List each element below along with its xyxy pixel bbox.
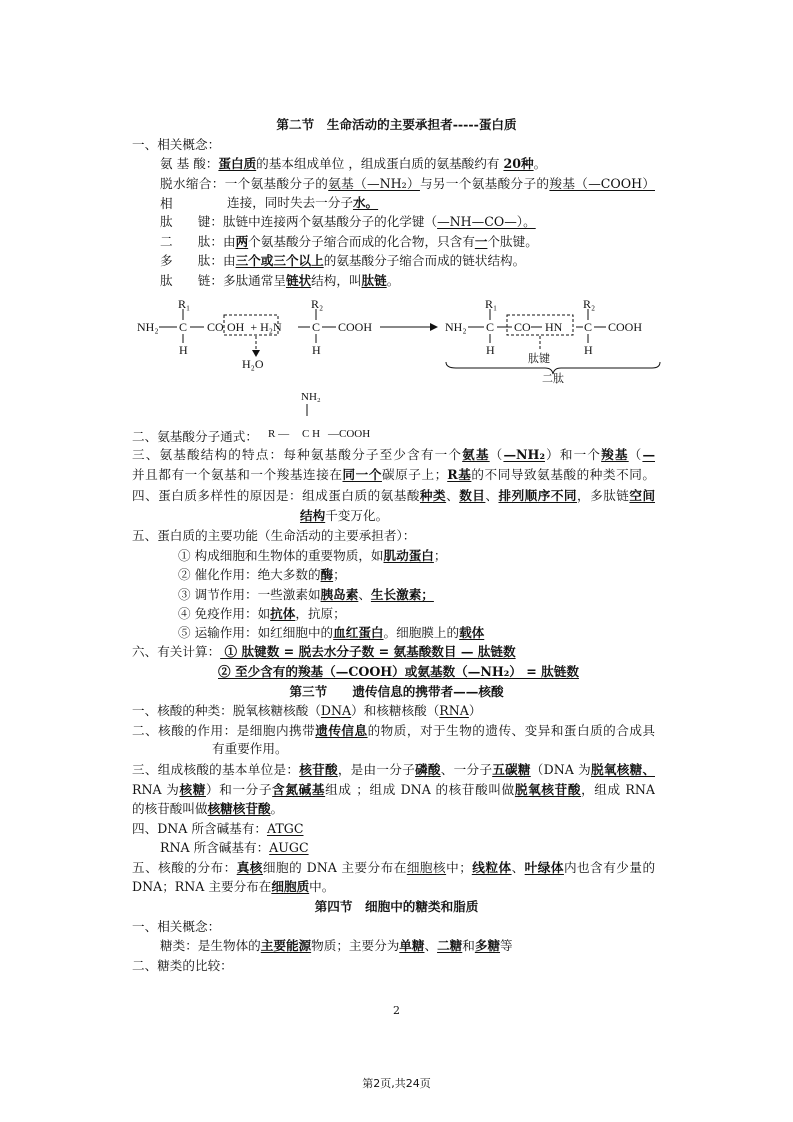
text-segment: 的核苷酸叫做 xyxy=(132,801,208,816)
carbon-label: C xyxy=(179,320,188,334)
text-segment: 、 xyxy=(485,488,499,503)
emphasized-term: 血红蛋白 xyxy=(333,625,384,640)
text-segment: 一、相关概念： xyxy=(132,137,221,152)
emphasized-term: — xyxy=(642,447,655,462)
text-segment: 五、蛋白质的主要功能（生命活动的主要承担者）： xyxy=(132,528,416,543)
list-item xyxy=(178,623,484,643)
cooh-label: COOH xyxy=(338,320,373,334)
emphasized-term: —NH₂ xyxy=(503,447,545,462)
hydrogen-label: H xyxy=(179,343,188,357)
list-item xyxy=(178,546,446,566)
text-segment: ）和一分子 xyxy=(205,782,273,797)
text-segment: 五、核酸的分布： xyxy=(132,860,237,875)
emphasized-term: 含氮碱基 xyxy=(272,782,326,797)
emphasized-term: 叶绿体 xyxy=(524,860,564,875)
text-segment: 个氨基酸分子缩合而成的化合物，只含有 xyxy=(248,234,475,249)
emphasized-term: ① 肽键数 = 脱去水分子数 = 氨基酸数目 — 肽链数 xyxy=(220,644,516,659)
text-segment: 四、DNA 所含碱基有： xyxy=(132,821,267,836)
text-segment: 脱水缩合：一个氨基酸分子的 xyxy=(160,176,329,191)
text-segment: 第四节 细胞中的糖类和脂质 xyxy=(314,899,479,914)
page-number: 2 xyxy=(393,1004,400,1017)
emphasized-term: 抗体 xyxy=(270,606,296,621)
text-segment: 四、蛋白质多样性的原因是：组成蛋白质的氨基酸 xyxy=(132,488,420,503)
carbon-label: C xyxy=(486,320,495,334)
text-segment: ⑤ 运输作用：如红细胞中的 xyxy=(178,625,334,640)
emphasized-term: 细胞核 xyxy=(406,860,447,875)
text-segment: 的不同导致氨基酸的种类不同。 xyxy=(471,467,655,482)
text-line xyxy=(132,760,655,780)
text-segment: ① 构成细胞和生物体的重要物质，如 xyxy=(178,548,384,563)
dipeptide-label: 二肽 xyxy=(542,373,564,385)
emphasized-term: 磷酸 xyxy=(415,762,441,777)
text-line xyxy=(132,917,220,937)
hydrogen-label: H xyxy=(486,343,495,357)
text-segment: ④ 免疫作用：如 xyxy=(178,606,271,621)
text-segment: 。细胞膜上的 xyxy=(383,625,460,640)
text-segment: 内也含有少量的 xyxy=(563,860,655,875)
text-segment: ）和核糖核酸（ xyxy=(351,703,440,718)
text-segment: 一、核酸的种类：脱氧核糖核酸（ xyxy=(132,703,321,718)
carbon-label: C xyxy=(312,320,321,334)
text-segment: 、 xyxy=(358,587,371,602)
text-segment: （ xyxy=(489,447,504,462)
emphasized-term: 脱氧核苷酸 xyxy=(514,782,582,797)
text-segment: ； xyxy=(333,567,346,582)
emphasized-term: R基 xyxy=(447,467,472,482)
text-segment: 二、核酸的作用：是细胞内携带 xyxy=(132,723,316,738)
text-segment: 氨 基 酸： xyxy=(160,156,219,171)
text-segment: 三、组成核酸的基本单位是： xyxy=(132,762,300,777)
text-line xyxy=(132,465,655,485)
text-segment: ； xyxy=(433,548,447,563)
emphasized-term: 二糖 xyxy=(437,938,463,953)
text-segment: 二、糖类的比较： xyxy=(132,958,233,973)
text-segment: 细胞的 DNA 主要分布在 xyxy=(262,860,407,875)
text-line xyxy=(132,956,233,976)
text-segment: ） xyxy=(468,703,482,718)
list-item xyxy=(178,565,346,585)
emphasized-term: 数目 xyxy=(459,488,486,503)
emphasized-term: —NH—CO—）。 xyxy=(437,214,536,229)
text-line xyxy=(132,701,481,721)
emphasized-term: RNA xyxy=(439,703,469,718)
text-segment: 糖类：是生物体的 xyxy=(160,938,261,953)
emphasized-term: 20种 xyxy=(503,156,534,171)
text-segment: 碳原子上； xyxy=(381,467,448,482)
emphasized-term: 单糖 xyxy=(399,938,425,953)
list-item xyxy=(178,585,434,605)
emphasized-term: 多糖 xyxy=(474,938,501,953)
emphasized-term: 核苷酸 xyxy=(299,762,338,777)
text-segment: ）和一个 xyxy=(544,447,602,462)
hn-label: HN xyxy=(545,320,563,334)
text-line xyxy=(132,445,655,465)
page-footer: 第2页,共24页 xyxy=(362,1077,431,1090)
r2-label: R₂ xyxy=(583,297,596,311)
text-segment: ② 催化作用：绝大多数的 xyxy=(178,567,321,582)
text-segment: 物质；主要分为 xyxy=(311,938,400,953)
text-segment: 和 xyxy=(462,938,475,953)
text-segment: RNA 所含碱基有： xyxy=(160,840,270,855)
emphasized-term: 空间 xyxy=(629,488,655,503)
carbon-label: C xyxy=(584,320,593,334)
emphasized-term: DNA xyxy=(320,703,352,718)
text-segment: 、 xyxy=(424,938,438,953)
text-segment: 六、有关计算： xyxy=(132,644,221,659)
emphasized-term: 生长激素； xyxy=(370,587,434,602)
text-segment: 三、氨基酸结构的特点：每种氨基酸分子至少含有一个 xyxy=(132,447,463,462)
emphasized-term: 链状 xyxy=(285,273,312,288)
text-segment: （ xyxy=(628,447,643,462)
text-line xyxy=(160,838,309,858)
text-segment: 一、相关概念： xyxy=(132,919,221,934)
emphasized-term: 水。 xyxy=(352,195,379,210)
emphasized-term: 胰岛素 xyxy=(320,587,359,602)
text-line xyxy=(132,858,655,878)
text-segment: 有重要作用。 xyxy=(212,741,288,756)
emphasized-term: 三个或三个以上 xyxy=(235,253,324,268)
text-segment: RNA 为 xyxy=(132,782,180,797)
text-line xyxy=(132,721,655,741)
text-segment: 二、氨基酸分子通式： xyxy=(132,429,258,444)
r2-label: R₂ xyxy=(311,297,324,311)
text-line xyxy=(132,526,415,546)
text-segment: 。 xyxy=(533,156,547,171)
text-line xyxy=(132,799,283,819)
emphasized-term: ② 至少含有的羧基（—COOH）或氨基数（—NH₂） = 肽链数 xyxy=(218,664,579,679)
text-segment: 。 xyxy=(386,273,400,288)
text-segment: 中。 xyxy=(309,879,335,894)
r1-label: R₁ xyxy=(178,297,191,311)
emphasized-term: 载体 xyxy=(459,625,485,640)
text-segment: ，组成 RNA xyxy=(581,782,655,797)
emphasized-term: 肌动蛋白 xyxy=(383,548,434,563)
text-segment: 、 xyxy=(511,860,525,875)
text-segment: 的基本组成单位 ，组成蛋白质的氨基酸约有 xyxy=(256,156,504,171)
nh2-label: NH₂ xyxy=(137,320,159,334)
emphasized-term: 羧基（—COOH） xyxy=(549,176,655,191)
text-segment: 的物质，对于生物的遗传、变异和蛋白质的合成具 xyxy=(367,723,655,738)
text-line xyxy=(132,642,516,662)
formula-r: R — xyxy=(268,428,290,440)
text-line xyxy=(300,506,388,526)
emphasized-term: 核糖核苷酸 xyxy=(207,801,271,816)
formula-nh2: NH₂ xyxy=(301,391,321,403)
text-segment: 组成 ；组成 DNA 的核苷酸叫做 xyxy=(325,782,515,797)
text-line xyxy=(212,739,288,759)
emphasized-term: 核糖 xyxy=(179,782,206,797)
emphasized-term: 同一个 xyxy=(342,467,382,482)
emphasized-term: 遗传信息 xyxy=(315,723,368,738)
cooh-label: COOH xyxy=(608,320,643,334)
text-segment: ，抗原； xyxy=(295,606,346,621)
nh2-label: NH₂ xyxy=(445,320,467,334)
emphasized-term: 结构 xyxy=(300,508,326,523)
peptide-bond-label: 肽键 xyxy=(528,353,550,365)
emphasized-term: ATGC xyxy=(266,821,304,836)
text-segment: 二 肽：由 xyxy=(160,234,236,249)
emphasized-term: 一 xyxy=(474,234,488,249)
text-segment: ，是由一分子 xyxy=(337,762,415,777)
emphasized-term: 种类 xyxy=(419,488,447,503)
emphasized-term: 酶 xyxy=(320,567,334,582)
co-label: CO xyxy=(514,320,531,334)
text-segment: （DNA 为 xyxy=(530,762,591,777)
text-segment: 第三节 遗传信息的携带者——核酸 xyxy=(289,684,504,699)
text-segment: 第二节 生命活动的主要承担者-----蛋白质 xyxy=(276,117,517,132)
section-title-sugars-lipids xyxy=(0,897,793,917)
emphasized-term: 羧基 xyxy=(601,447,629,462)
text-segment: 个肽键。 xyxy=(487,234,538,249)
emphasized-term: 蛋白质 xyxy=(218,156,257,171)
text-segment: ③ 调节作用：一些激素如 xyxy=(178,587,321,602)
hydrogen-label: H xyxy=(584,343,593,357)
emphasized-term: 排列顺序不同 xyxy=(498,488,578,503)
text-segment: 、一分子 xyxy=(440,762,493,777)
oh-h2n-label: OH + H₂N xyxy=(227,320,282,334)
co-label: CO xyxy=(207,320,224,334)
formula-cooh: —COOH xyxy=(328,428,371,440)
emphasized-term: 氨基 xyxy=(462,447,490,462)
emphasized-term: 线粒体 xyxy=(471,860,512,875)
text-segment: 千变万化。 xyxy=(325,508,389,523)
emphasized-term: 氨基（—NH₂） xyxy=(328,176,420,191)
emphasized-term: 脱氧核糖、 xyxy=(591,762,655,777)
formula-ch: C H xyxy=(302,428,321,440)
emphasized-term: 两 xyxy=(235,234,249,249)
text-segment: 。 xyxy=(270,801,284,816)
text-segment: 结构，叫 xyxy=(311,273,362,288)
peptide-formation-diagram xyxy=(0,0,793,450)
text-segment: 的氨基酸分子缩合而成的链状结构。 xyxy=(323,253,526,268)
text-segment: 中； xyxy=(446,860,472,875)
text-segment: 连接，同时失去一分子 xyxy=(227,195,353,210)
text-segment: ，多肽链 xyxy=(577,488,630,503)
emphasized-term: 真核 xyxy=(236,860,263,875)
section-title-nucleic-acid xyxy=(0,682,793,702)
text-segment: 、 xyxy=(446,488,460,503)
text-segment: 等 xyxy=(500,938,513,953)
text-line xyxy=(132,819,303,839)
emphasized-term: AUGC xyxy=(269,840,309,855)
r1-label: R₁ xyxy=(485,297,498,311)
hydrogen-label: H xyxy=(312,343,321,357)
emphasized-term: 五碳糖 xyxy=(492,762,531,777)
water-label: H₂O xyxy=(242,357,264,371)
text-segment: 与另一个氨基酸分子的 xyxy=(419,176,550,191)
text-line xyxy=(132,780,655,800)
text-line xyxy=(160,936,513,956)
emphasized-term: 肽链 xyxy=(361,273,387,288)
text-line xyxy=(132,427,258,447)
text-segment: 并且都有一个氨基和一个羧基连接在 xyxy=(132,467,343,482)
text-segment: DNA；RNA 主要分布在 xyxy=(132,879,272,894)
emphasized-term: 主要能源 xyxy=(260,938,312,953)
text-line xyxy=(218,662,579,682)
text-line xyxy=(132,877,334,897)
emphasized-term: 细胞质 xyxy=(271,879,310,894)
list-item xyxy=(178,604,346,624)
text-segment: 肽 链：多肽通常呈 xyxy=(160,273,286,288)
text-line xyxy=(132,486,655,506)
text-segment: 肽 键：肽链中连接两个氨基酸分子的化学键（ xyxy=(160,214,438,229)
text-segment: 多 肽：由 xyxy=(160,253,236,268)
text-segment: 相 xyxy=(160,196,173,211)
